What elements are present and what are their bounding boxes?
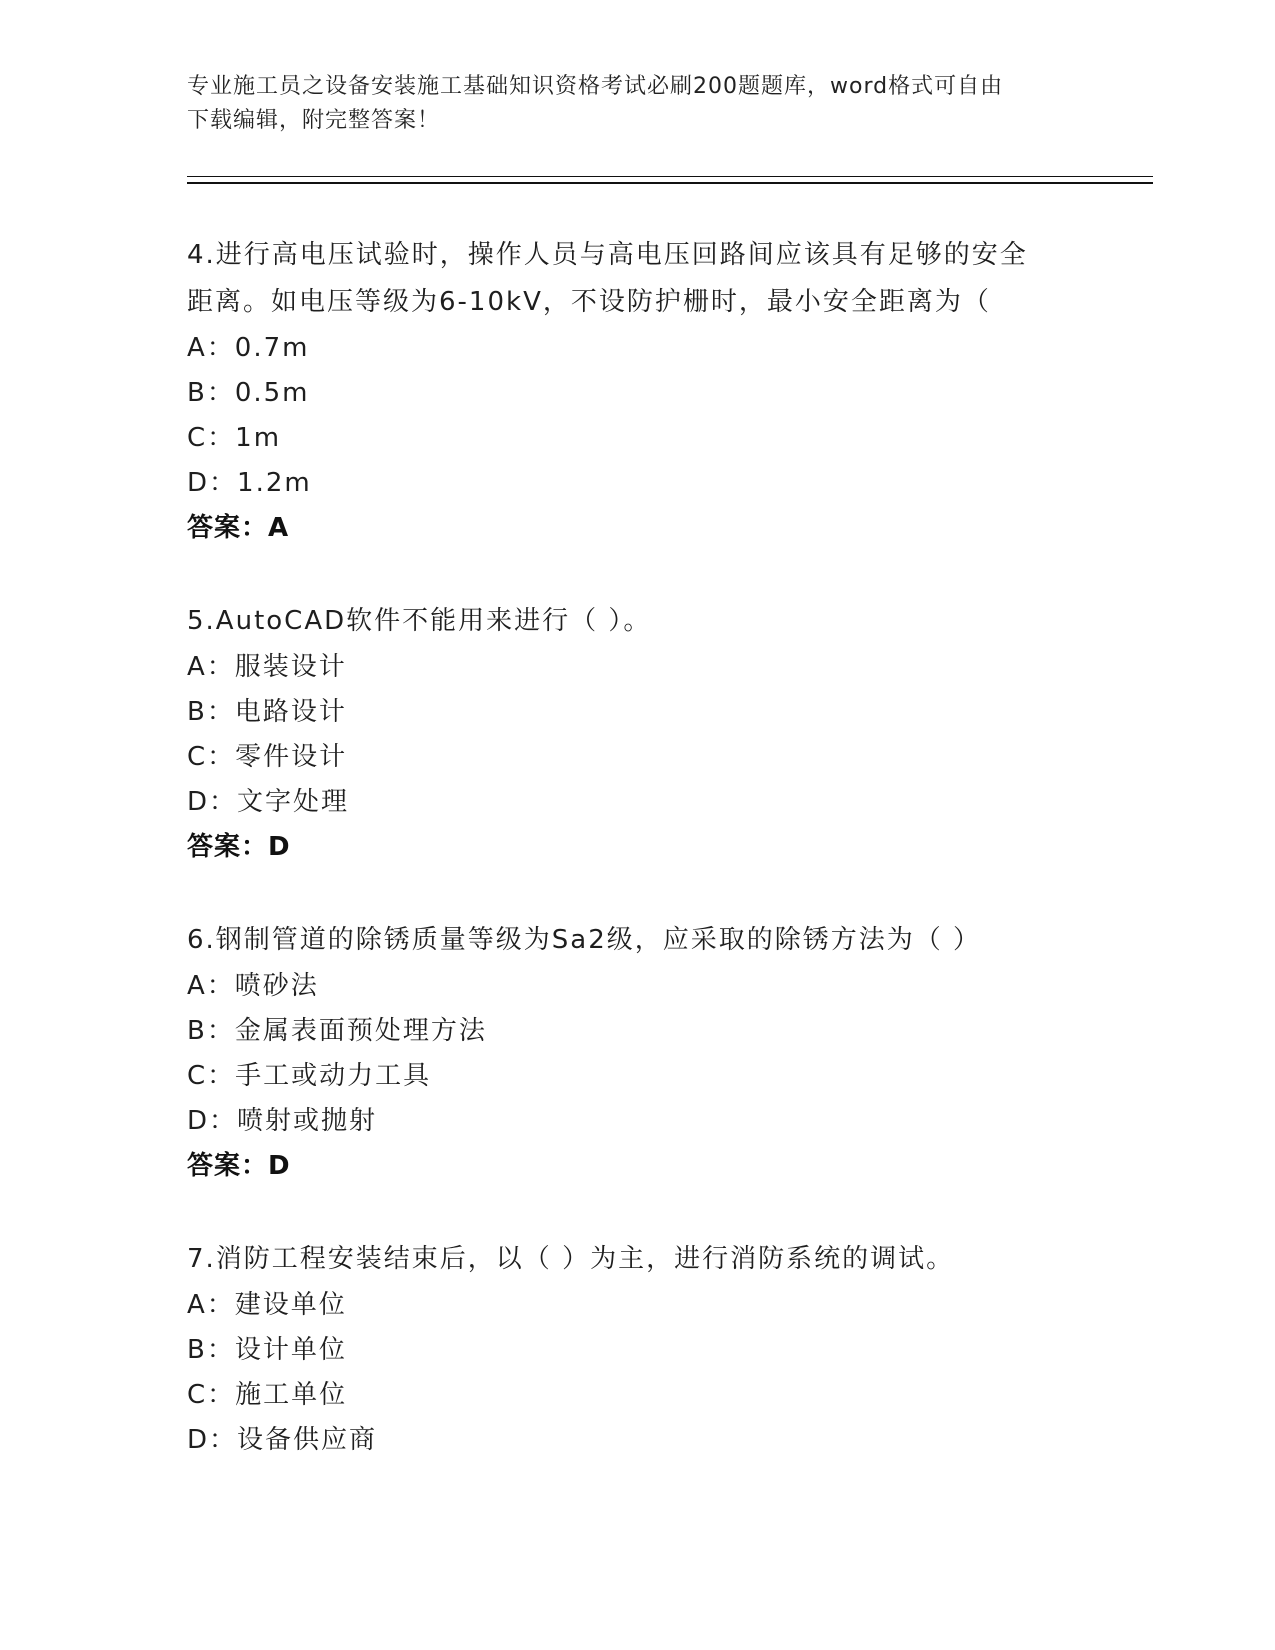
option-c: C：施工单位	[187, 1380, 348, 1410]
option-a: A：建设单位	[187, 1290, 347, 1320]
document-header	[187, 70, 1067, 138]
option-c: C：1m	[187, 423, 282, 453]
answer: 答案：D	[187, 1151, 291, 1181]
option-a: A：喷砂法	[187, 971, 319, 1001]
option-d: D：设备供应商	[187, 1425, 378, 1455]
question-5	[187, 598, 1087, 870]
option-a: A：服装设计	[187, 652, 347, 682]
question-text-continued: 距离。如电压等级为6-10kV，不设防护栅时，最小安全距离为（	[187, 287, 991, 317]
answer: 答案：A	[187, 513, 290, 543]
question-text: 4.进行高电压试验时，操作人员与高电压回路间应该具有足够的安全	[187, 240, 1028, 270]
question-text: 5.AutoCAD软件不能用来进行（ ）。	[187, 606, 652, 636]
option-b: B：0.5m	[187, 378, 310, 408]
option-d: D：喷射或抛射	[187, 1106, 378, 1136]
header-line-2: 下载编辑，附完整答案！	[187, 108, 441, 133]
answer: 答案：D	[187, 832, 291, 862]
option-c: C：手工或动力工具	[187, 1061, 432, 1091]
option-d: D：1.2m	[187, 468, 312, 498]
option-c: C：零件设计	[187, 742, 348, 772]
option-b: B：设计单位	[187, 1335, 347, 1365]
question-text: 6.钢制管道的除锈质量等级为Sa2级，应采取的除锈方法为（ ）	[187, 925, 982, 955]
header-divider-thick	[187, 182, 1153, 184]
option-b: B：电路设计	[187, 697, 347, 727]
option-a: A：0.7m	[187, 333, 310, 363]
question-6	[187, 917, 1087, 1189]
question-4	[187, 232, 1087, 551]
header-divider-thin	[187, 176, 1153, 177]
header-line-1: 专业施工员之设备安装施工基础知识资格考试必刷200题题库，word格式可自由	[187, 74, 1004, 99]
question-text: 7.消防工程安装结束后，以（ ）为主，进行消防系统的调试。	[187, 1244, 955, 1274]
option-b: B：金属表面预处理方法	[187, 1016, 487, 1046]
option-d: D：文字处理	[187, 787, 350, 817]
question-7	[187, 1236, 1087, 1463]
